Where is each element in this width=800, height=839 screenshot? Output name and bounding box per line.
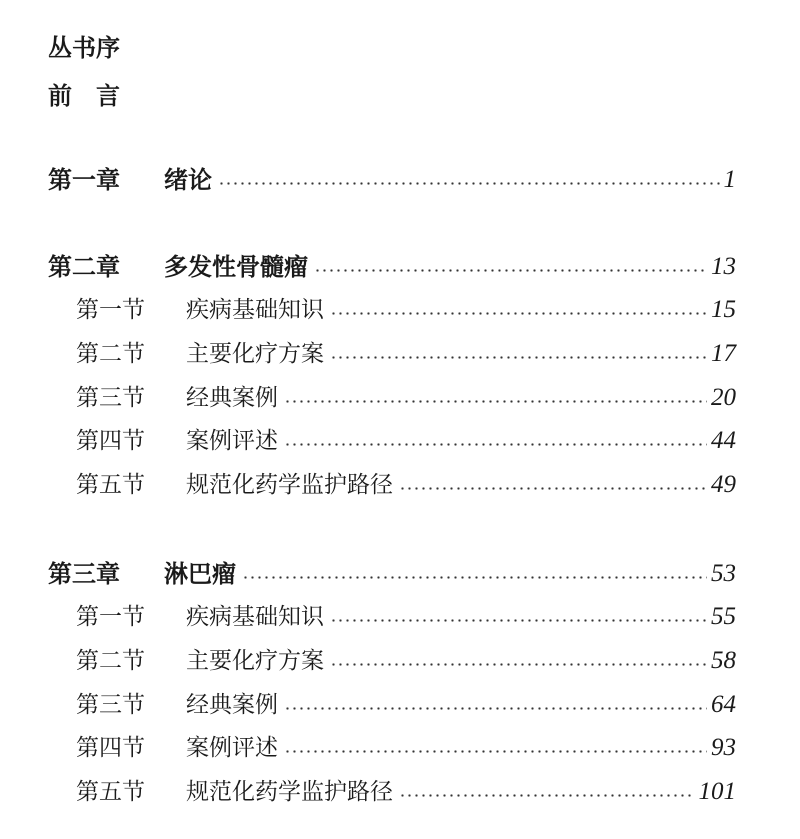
section-label: 第三节 <box>76 385 145 411</box>
section-label: 第三节 <box>76 692 145 718</box>
section-title: 经典案例 <box>186 692 278 718</box>
preface-heading[interactable]: 前 言 <box>48 82 120 110</box>
section-label: 第五节 <box>76 779 145 805</box>
series-preface-heading[interactable]: 丛书序 <box>48 34 120 62</box>
toc-section-3-5[interactable] <box>76 776 736 808</box>
dot-leader <box>284 443 707 446</box>
toc-section-2-3[interactable] <box>76 382 736 414</box>
section-title: 疾病基础知识 <box>186 297 324 323</box>
page-number: 13 <box>711 253 736 280</box>
section-title: 案例评述 <box>186 735 278 761</box>
toc-section-2-5[interactable] <box>76 469 736 501</box>
dot-leader <box>399 487 707 490</box>
section-title: 主要化疗方案 <box>186 341 324 367</box>
chapter-label: 第三章 <box>48 560 120 588</box>
section-title: 主要化疗方案 <box>186 648 324 674</box>
page-number: 58 <box>711 647 736 674</box>
page-number: 15 <box>711 296 736 323</box>
dot-leader <box>330 312 707 315</box>
section-label: 第一节 <box>76 297 145 323</box>
section-label: 第四节 <box>76 735 145 761</box>
section-title: 案例评述 <box>186 428 278 454</box>
toc-section-3-4[interactable] <box>76 732 736 764</box>
section-title: 疾病基础知识 <box>186 604 324 630</box>
section-label: 第四节 <box>76 428 145 454</box>
chapter-title: 绪论 <box>164 166 212 194</box>
dot-leader <box>284 707 707 710</box>
dot-leader <box>218 182 720 185</box>
page-number: 53 <box>711 560 736 587</box>
toc-chapter-1[interactable] <box>48 164 736 196</box>
dot-leader <box>330 663 707 666</box>
dot-leader <box>399 794 695 797</box>
dot-leader <box>284 750 707 753</box>
section-title: 规范化药学监护路径 <box>186 472 393 498</box>
dot-leader <box>330 619 707 622</box>
section-label: 第五节 <box>76 472 145 498</box>
section-title: 经典案例 <box>186 385 278 411</box>
toc-chapter-3[interactable] <box>48 558 736 590</box>
section-label: 第二节 <box>76 341 145 367</box>
dot-leader <box>314 269 707 272</box>
toc-section-3-2[interactable] <box>76 645 736 677</box>
page-number: 49 <box>711 471 736 498</box>
dot-leader <box>330 356 707 359</box>
page-number: 93 <box>711 734 736 761</box>
page-number: 17 <box>711 340 736 367</box>
page-number: 20 <box>711 384 736 411</box>
toc-section-3-3[interactable] <box>76 689 736 721</box>
page-number: 55 <box>711 603 736 630</box>
page-number: 64 <box>711 691 736 718</box>
toc-section-2-1[interactable] <box>76 294 736 326</box>
page-number: 1 <box>723 166 736 193</box>
chapter-label: 第一章 <box>48 166 120 194</box>
dot-leader <box>242 576 707 579</box>
toc-section-3-1[interactable] <box>76 601 736 633</box>
dot-leader <box>284 400 707 403</box>
toc-section-2-2[interactable] <box>76 338 736 370</box>
chapter-title: 多发性骨髓瘤 <box>164 253 308 281</box>
chapter-label: 第二章 <box>48 253 120 281</box>
chapter-title: 淋巴瘤 <box>164 560 236 588</box>
page-number: 44 <box>711 427 736 454</box>
toc-section-2-4[interactable] <box>76 425 736 457</box>
section-label: 第二节 <box>76 648 145 674</box>
section-title: 规范化药学监护路径 <box>186 779 393 805</box>
page-number: 101 <box>698 778 736 805</box>
section-label: 第一节 <box>76 604 145 630</box>
toc-chapter-2[interactable] <box>48 251 736 283</box>
